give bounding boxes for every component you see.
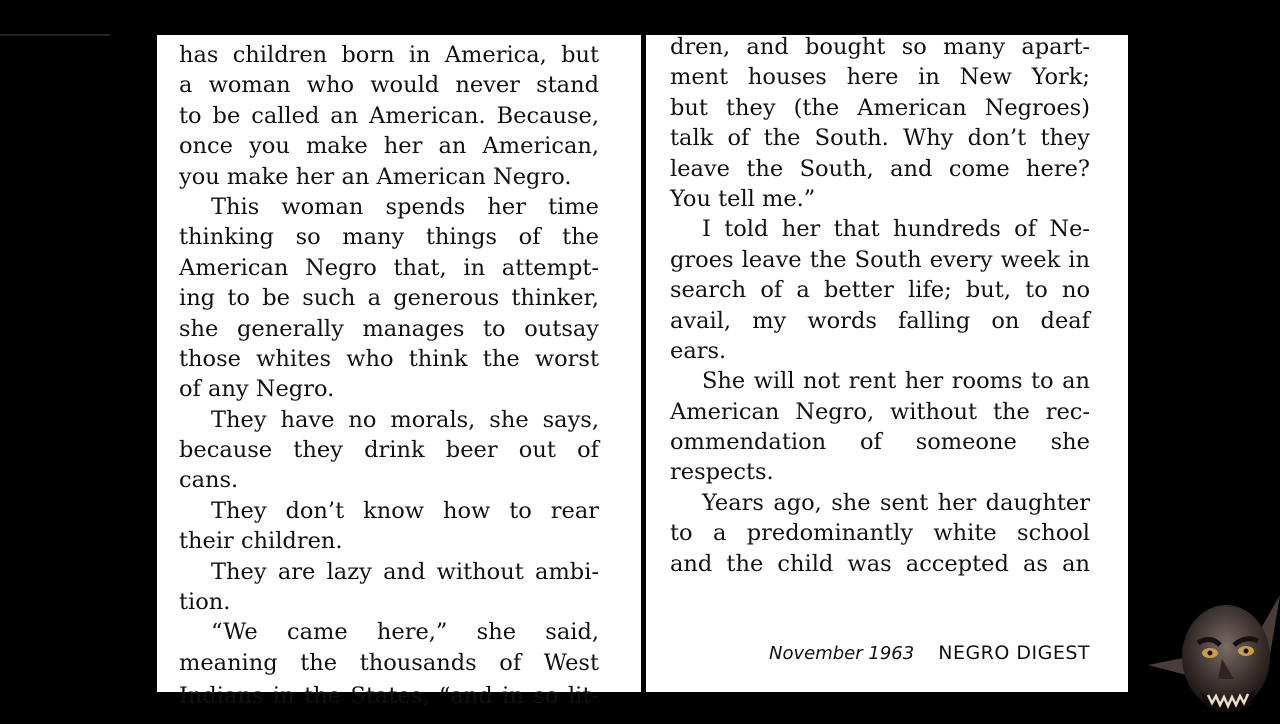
text-line: to be called an American. Because, bbox=[179, 102, 599, 129]
left-page bbox=[157, 35, 641, 709]
cutoff-text-line: Indians in the States, “and in so lit- bbox=[179, 683, 599, 709]
text-line: meaning the thousands of West bbox=[179, 649, 599, 676]
text-line: You tell me.” bbox=[670, 185, 816, 212]
text-line: I told her that hundreds of Ne- bbox=[702, 216, 1090, 243]
text-line: cans. bbox=[179, 467, 239, 494]
text-line: search of a better life; but, to no bbox=[670, 277, 1090, 304]
text-line: ommendation of someone she bbox=[670, 429, 1090, 456]
text-line: leave the South, and come here? bbox=[670, 155, 1090, 182]
text-line: because they drink beer out of bbox=[179, 437, 599, 464]
text-line: ing to be such a generous thinker, bbox=[179, 285, 599, 312]
text-line: They have no morals, she says, bbox=[211, 406, 599, 433]
text-line: ment houses here in New York; bbox=[670, 64, 1090, 91]
goblin-avatar-icon bbox=[1148, 595, 1280, 720]
issue-date: November 1963 bbox=[769, 643, 915, 664]
page-footer bbox=[769, 642, 1090, 664]
text-line: She will not rent her rooms to an bbox=[702, 368, 1090, 395]
text-line: groes leave the South every week in bbox=[670, 246, 1090, 273]
text-line: avail, my words falling on deaf bbox=[670, 307, 1090, 334]
text-line: They are lazy and without ambi- bbox=[211, 558, 599, 585]
text-line: you make her an American Negro. bbox=[179, 163, 572, 190]
text-line: talk of the South. Why don’t they bbox=[670, 125, 1090, 152]
text-line: and the child was accepted as an bbox=[670, 550, 1090, 577]
magazine-name: NEGRO DIGEST bbox=[938, 642, 1090, 664]
text-line: American Negro that, in attempt- bbox=[179, 254, 599, 281]
text-line: she generally manages to outsay bbox=[179, 315, 599, 342]
text-line: “We came here,” she said, bbox=[211, 619, 599, 646]
left-column-text bbox=[179, 40, 599, 678]
text-line: of any Negro. bbox=[179, 376, 335, 403]
text-line: those whites who think the worst bbox=[179, 345, 599, 372]
text-line: has children born in America, but bbox=[179, 42, 599, 68]
text-line: dren, and bought so many apart- bbox=[670, 34, 1090, 60]
text-line: their children. bbox=[179, 528, 343, 555]
text-line: a woman who would never stand bbox=[179, 72, 599, 99]
text-line: ears. bbox=[670, 337, 727, 364]
text-line: respects. bbox=[670, 459, 774, 486]
text-line: to a predominantly white school bbox=[670, 520, 1090, 547]
text-line: but they (the American Negroes) bbox=[670, 94, 1090, 121]
text-line: This woman spends her time bbox=[211, 193, 599, 220]
text-line: tion. bbox=[179, 589, 231, 616]
text-line: thinking so many things of the bbox=[179, 224, 599, 251]
text-line: once you make her an American, bbox=[179, 133, 599, 160]
top-edge-line bbox=[0, 34, 110, 36]
right-column-text bbox=[670, 32, 1090, 579]
right-page bbox=[646, 35, 1128, 692]
text-line: Years ago, she sent her daughter bbox=[702, 489, 1090, 516]
text-line: American Negro, without the rec- bbox=[670, 398, 1090, 425]
text-line: They don’t know how to rear bbox=[211, 497, 599, 524]
